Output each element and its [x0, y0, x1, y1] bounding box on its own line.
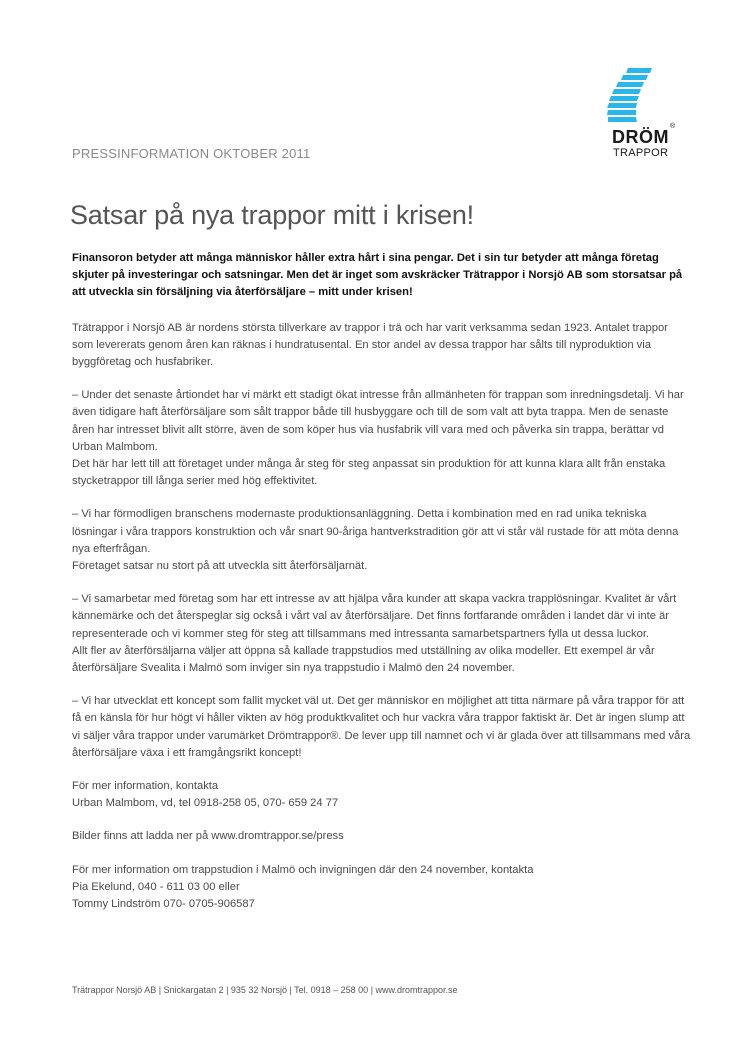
- paragraph-line: – Vi samarbetar med företag som har ett intresse av att hjälpa våra kunder att skapa vackra trapplösningar. Kvalitet är vårt kännemärke och det återspeglar sig också i vårt val av återförsäljare. Det finns fortfarande områden i landet där vi inte är representerade och vi kommer steg för steg att tillsammans med intressanta samarbetspartners fylla ut dessa luckor.: [72, 593, 677, 640]
- studio-contact-info: [72, 862, 692, 914]
- paragraph-concept: [72, 693, 692, 762]
- logo-word: DRÖM: [612, 127, 669, 147]
- stair-logo-icon: [606, 66, 686, 128]
- contact-line: Urban Malmbom, vd, tel 0918-258 05, 070- 659 24 77: [72, 797, 339, 810]
- contact-line: För mer information, kontakta: [72, 780, 219, 793]
- lead-paragraph: Finansoron betyder att många människor håller extra hårt i sina pengar. Det i sin tur betyder att många företag skjuter på investeringar och satsningar. Men det är inget som avskräcker Trätrappor i Norsjö AB som storsatsar på att utveckla sin försäljning via återförsäljare – mitt under krisen!: [72, 252, 683, 299]
- registered-mark: ®: [670, 123, 676, 130]
- paragraph-line: Allt fler av återförsäljarna väljer att öppna så kallade trappstudios med utställning av olika modeller. Ett exempel är vår återförsäljare Svealita i Malmö som inviger sin nya trappstudio i Malmö den 24 november.: [72, 644, 655, 675]
- stair-steps: [607, 68, 652, 122]
- paragraph-line: Trätrappor i Norsjö AB är nordens största tillverkare av trappor i trä och har varit verksamma sedan 1923. Antalet trappor som levererats genom åren kan räknas i hundratusental. En stor andel av dessa trappor har sålts till nyproduktion via byggföretag och husfabriker.: [72, 321, 668, 369]
- images-line: Bilder finns att ladda ner på www.dromtrappor.se/press: [72, 830, 344, 843]
- paragraph-line: – Vi har förmodligen branschens modernaste produktionsanläggning. Detta i kombination med en rad unika tekniska lösningar i våra trappors konstruktion och vår snart 90-åriga hantverkstradition gör att vi står väl rustade för att möta denna nya efterfrågan.: [72, 508, 679, 555]
- paragraph-line: Det här har lett till att företaget under många år steg för steg anpassat sin produktion för att kunna klara allt från enstaka stycketrappor till långa serier med hög effektivitet.: [72, 458, 666, 488]
- contact-line: Tommy Lindström 070- 0705-906587: [72, 898, 255, 911]
- paragraph-history: [72, 320, 692, 372]
- paragraph-production: [72, 506, 692, 575]
- press-kicker: PRESSINFORMATION OKTOBER 2011: [72, 146, 311, 161]
- press-body: [72, 250, 692, 929]
- paragraph-line: – Under det senaste årtiondet har vi märkt ett stadigt ökat intresse från allmänheten för trappan som inredningsdetalj. Vi har även tidigare haft återförsäljare som sålt trappor både till husbyggare och till de som valt att byta trappa. Men de senaste åren har intresset blivit allt större, även de som köper hus via husfabrik vill vara med och påverka sin trappa, berättar vd Urban Malmbom.: [72, 389, 684, 453]
- paragraph-interest: [72, 387, 692, 490]
- logo-subtitle: TRAPPOR: [613, 147, 669, 159]
- page-footer: Trätrappor Norsjö AB | Snickargatan 2 | 935 32 Norsjö | Tel. 0918 – 258 00 | www.dromtrappor.se: [72, 985, 458, 995]
- paragraph-line: – Vi har utvecklat ett koncept som fallit mycket väl ut. Det ger människor en möjlighet att titta närmare på våra trappor för att få en känsla för hur högt vi håller vikten av hög produktkvalitet och hur vackra våra trappor faktiskt är. Det är ingen slump att vi säljer våra trappor under varumärket Drömtrappor®. De lever upp till namnet och vi är glada över att tillsammans med våra återförsäljare växa i ett framgångsrikt koncept!: [72, 695, 691, 759]
- page-title: Satsar på nya trappor mitt i krisen!: [70, 200, 474, 230]
- contact-info: [72, 778, 692, 812]
- contact-line: Pia Ekelund, 040 - 611 03 00 eller: [72, 880, 240, 893]
- paragraph-line: Företaget satsar nu stort på att utveckla sitt återförsäljarnät.: [72, 560, 368, 573]
- images-info: [72, 828, 692, 845]
- contact-line: För mer information om trappstudion i Malmö och invigningen där den 24 november, kontakta: [72, 863, 534, 876]
- dromtrappor-logo: [606, 66, 686, 166]
- paragraph-partners: [72, 591, 692, 677]
